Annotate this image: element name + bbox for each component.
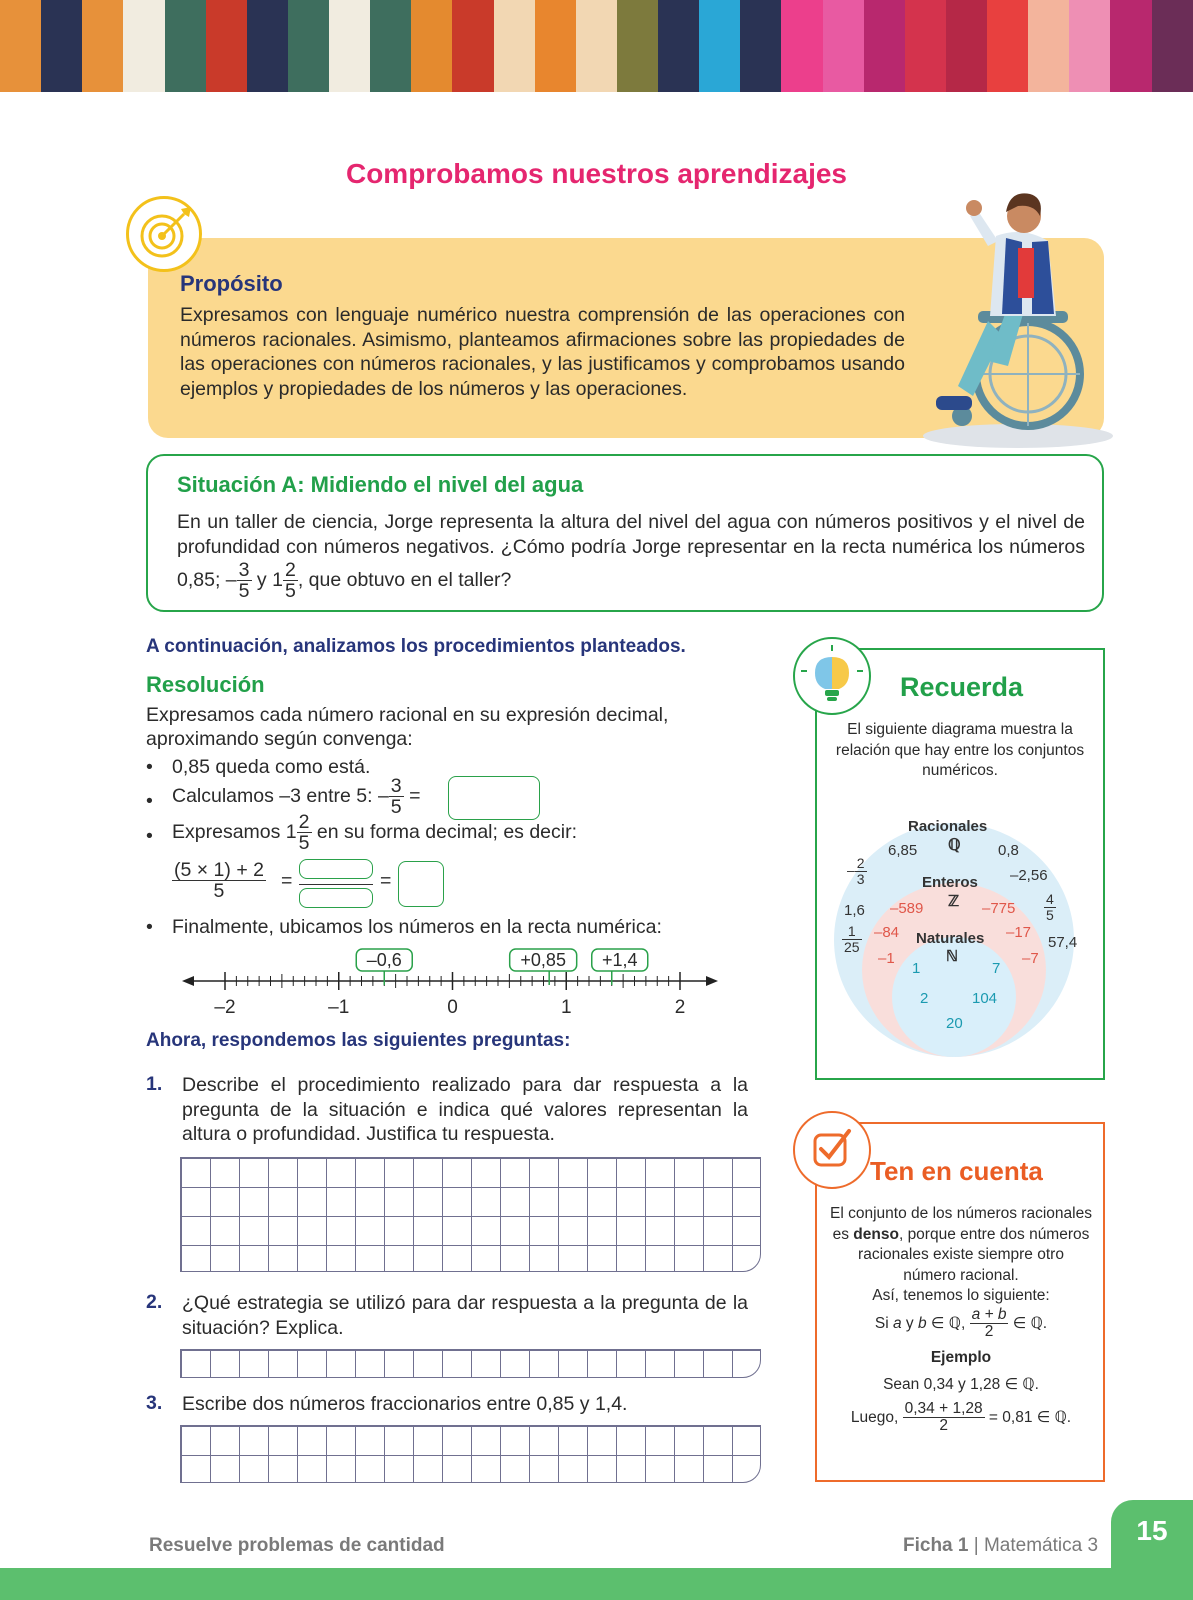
- banner-stripe: [576, 0, 617, 92]
- ten-en-cuenta-heading: Ten en cuenta: [870, 1156, 1043, 1186]
- question-text: Describe el procedimiento realizado para dar respuesta a la pregunta de la situación e indica qué valores representan la altura o profundidad. Justifica tu respuesta.: [182, 1074, 748, 1145]
- banner-stripe: [740, 0, 781, 92]
- text-part: = 0,81 ∈ ℚ.: [984, 1408, 1072, 1426]
- number-line-marker-label: +1,4: [601, 950, 638, 970]
- equals-sign: =: [281, 870, 293, 892]
- banner-stripe: [617, 0, 658, 92]
- text-line: Así, tenemos lo siguiente:: [872, 1287, 1050, 1304]
- numerator: a + b: [971, 1305, 1007, 1323]
- ten-en-cuenta-text: [830, 1204, 1092, 1435]
- banner-stripe: [699, 0, 740, 92]
- answer-box-numerator[interactable]: [299, 859, 373, 879]
- numerator: 4: [1046, 891, 1054, 907]
- mixed-number-calculation: [172, 860, 266, 902]
- number-line-tick-label: 2: [674, 997, 686, 1015]
- denominator: 5: [213, 880, 225, 903]
- banner-stripe: [123, 0, 164, 92]
- minus-sign: –: [225, 569, 237, 592]
- purpose-text: Expresamos con lenguaje numérico nuestra comprensión de las operaciones con números racionales. Asimismo, planteamos afirmaciones sobre las propiedades de las operaciones con números racionales, y las justificamos y comprobamos usando ejemplos y propiedades de los números y las operaciones.: [180, 304, 905, 400]
- recuerda-heading: Recuerda: [900, 672, 1024, 702]
- answer-grid-3[interactable]: [180, 1425, 761, 1483]
- integer-item: –17: [1006, 924, 1032, 941]
- resolution-heading: Resolución: [146, 672, 265, 697]
- banner-stripe: [864, 0, 905, 92]
- footer-sheet-info: [903, 1535, 1098, 1557]
- density-paragraph: [830, 1204, 1092, 1286]
- example-line: [830, 1401, 1092, 1435]
- numerator: 3: [390, 775, 402, 797]
- integer-item: –7: [1022, 950, 1039, 967]
- text-part: y: [901, 1314, 918, 1332]
- text-part: ∈ ℚ.: [1008, 1314, 1048, 1332]
- situation-heading: Situación A: Midiendo el nivel del agua: [177, 472, 584, 497]
- banner-stripe: [946, 0, 987, 92]
- banner-stripe: [411, 0, 452, 92]
- fraction-one-twentyfifth: [842, 924, 862, 954]
- banner-stripe: [535, 0, 576, 92]
- banner-stripe: [329, 0, 370, 92]
- decorative-banner: [0, 0, 1193, 92]
- text-part: , porque entre dos números racionales existe siempre otro número racional.: [858, 1225, 1090, 1284]
- natural-item: 104: [972, 990, 998, 1007]
- text-part: Si: [874, 1314, 893, 1332]
- number-sets-venn-diagram: [834, 812, 1076, 1058]
- banner-stripe: [987, 0, 1028, 92]
- page-title: Comprobamos nuestros aprendizajes: [345, 158, 847, 189]
- banner-stripe: [1028, 0, 1069, 92]
- text-part: El conjunto de los números racionales es: [830, 1205, 1092, 1243]
- banner-stripe: [658, 0, 699, 92]
- banner-stripe: [781, 0, 822, 92]
- checkbox-icon: [793, 1111, 871, 1189]
- minus-sign: –: [847, 861, 855, 878]
- question-number: 3.: [146, 1392, 163, 1414]
- rational-fraction: [847, 856, 867, 886]
- footer-bar: [0, 1568, 1193, 1600]
- numerator: 1: [842, 924, 862, 940]
- set-label-naturales: Naturales: [916, 930, 985, 947]
- arrow-left-icon: [182, 976, 194, 986]
- bullet-dot: •: [146, 756, 153, 778]
- banner-stripe: [452, 0, 493, 92]
- recuerda-text: El siguiente diagrama muestra la relación que hay entre los conjuntos numéricos.: [835, 721, 1085, 779]
- set-symbol-z: ℤ: [948, 893, 960, 910]
- denominator: 5: [1046, 906, 1054, 923]
- number-line: [180, 945, 720, 1015]
- variable-b: b: [918, 1314, 927, 1332]
- banner-stripe: [247, 0, 288, 92]
- bullet-text-part: Calculamos –3 entre 5: –: [172, 785, 389, 808]
- calc-fraction: [172, 860, 266, 902]
- fraction-two-fifths: [283, 560, 298, 602]
- integer-item: –589: [890, 900, 924, 917]
- denominator: 5: [238, 580, 250, 603]
- integer-item: –1: [878, 950, 895, 967]
- number-line-tick-label: –1: [328, 997, 350, 1015]
- banner-stripe: [1069, 0, 1110, 92]
- set-label-enteros: Enteros: [922, 874, 978, 891]
- equals-sign: =: [380, 870, 392, 892]
- banner-stripe: [823, 0, 864, 92]
- integer-item: –84: [874, 924, 900, 941]
- purpose-heading: Propósito: [180, 271, 283, 296]
- rational-item: 0,8: [998, 842, 1019, 859]
- banner-stripe: [1152, 0, 1193, 92]
- question-number: 1.: [146, 1073, 163, 1095]
- question-text: Escribe dos números fraccionarios entre 0,85 y 1,4.: [182, 1393, 628, 1415]
- banner-stripe: [1110, 0, 1151, 92]
- page-number: 15: [1136, 1515, 1168, 1546]
- denominator: 5: [298, 832, 310, 855]
- fraction-two-fifths: [297, 812, 312, 854]
- numerator: 2: [298, 811, 310, 833]
- bullet-dot: •: [146, 790, 153, 812]
- analysis-intro: A continuación, analizamos los procedimientos planteados.: [146, 636, 686, 657]
- brain-lightbulb-icon: [793, 637, 871, 715]
- natural-item: 1: [912, 960, 921, 977]
- natural-item: 7: [992, 960, 1001, 977]
- set-symbol-q: ℚ: [948, 837, 961, 854]
- variable-a: a: [893, 1314, 902, 1332]
- resolution-text: Expresamos cada número racional en su expresión decimal, aproximando según convenga:: [146, 704, 669, 750]
- answer-box-result[interactable]: [398, 861, 444, 907]
- bullet-dot: •: [146, 916, 153, 938]
- rational-fraction: [1044, 892, 1056, 922]
- example-line: Sean 0,34 y 1,28 ∈ ℚ.: [883, 1375, 1039, 1393]
- density-rule: [830, 1307, 1092, 1341]
- situation-text-part: En un taller de ciencia, Jorge representa la altura del nivel del agua con números positivos y el nivel de profundidad con números negativos. ¿Cómo podría Jorge representar en la recta numérica los números 0,85;: [177, 511, 1085, 592]
- number-line-marker-label: –0,6: [366, 950, 402, 970]
- answer-grid-2[interactable]: [180, 1349, 761, 1378]
- number-line-tick-label: 1: [560, 997, 572, 1015]
- fraction-two-thirds: [855, 856, 867, 886]
- bullet-text: [172, 812, 577, 854]
- numerator: 2: [284, 559, 296, 581]
- banner-stripe: [82, 0, 123, 92]
- fraction-a-plus-b-over-2: [970, 1307, 1009, 1341]
- bullet-text: Finalmente, ubicamos los números en la recta numérica:: [172, 916, 662, 938]
- banner-stripe: [494, 0, 535, 92]
- number-line-marker-label: +0,85: [520, 950, 566, 970]
- denominator: 3: [856, 870, 865, 887]
- answer-box-denominator[interactable]: [299, 888, 373, 908]
- banner-stripe: [370, 0, 411, 92]
- set-symbol-n: ℕ: [946, 948, 959, 965]
- banner-stripe: [165, 0, 206, 92]
- numerator: (5 × 1) + 2: [174, 859, 264, 881]
- banner-stripe: [288, 0, 329, 92]
- natural-item: 2: [920, 990, 929, 1007]
- questions-intro: Ahora, respondemos las siguientes preguntas:: [146, 1030, 571, 1051]
- bullet-dot: •: [146, 825, 153, 847]
- footer-competency: Resuelve problemas de cantidad: [149, 1535, 445, 1556]
- answer-grid-1[interactable]: [180, 1157, 761, 1272]
- set-label-racionales: Racionales: [908, 818, 988, 835]
- footer-sheet: Ficha 1: [903, 1535, 969, 1556]
- rational-item: 6,85: [888, 842, 918, 859]
- arrow-right-icon: [706, 976, 718, 986]
- denominator: 2: [939, 1417, 948, 1435]
- number-line-tick-label: 0: [447, 997, 458, 1015]
- denominator: 2: [984, 1322, 994, 1340]
- fraction-bar: [299, 884, 373, 885]
- bullet-text-part: Expresamos 1: [172, 821, 297, 844]
- number-line-tick-label: –2: [214, 997, 236, 1015]
- example-fraction: [903, 1401, 985, 1435]
- banner-stripe: [905, 0, 946, 92]
- natural-item: 20: [946, 1015, 963, 1032]
- numerator: 2: [856, 855, 865, 871]
- banner-stripe: [0, 0, 41, 92]
- situation-text: [177, 510, 1085, 602]
- example-heading: Ejemplo: [930, 1349, 992, 1367]
- situation-text-part: y 1: [251, 569, 283, 592]
- rational-item: 1,6: [844, 902, 865, 919]
- numerator: 0,34 + 1,28: [904, 1400, 983, 1418]
- question-number: 2.: [146, 1291, 163, 1313]
- numerator: 3: [238, 559, 250, 581]
- denominator: 5: [390, 796, 402, 819]
- rational-item: –2,56: [1010, 867, 1048, 884]
- integer-item: –775: [982, 900, 1016, 917]
- equals-sign: =: [409, 785, 421, 808]
- fraction-three-fifths: [237, 560, 252, 602]
- denominator: 25: [844, 938, 860, 955]
- text-part: Luego,: [850, 1408, 903, 1426]
- bullet-text-part: en su forma decimal; es decir:: [311, 821, 578, 844]
- footer-subject: Matemática 3: [983, 1535, 1099, 1556]
- rational-item: 57,4: [1048, 934, 1078, 951]
- banner-stripe: [41, 0, 82, 92]
- text-part: ∈ ℚ,: [926, 1314, 970, 1332]
- question-text: ¿Qué estrategia se utilizó para dar respuesta a la pregunta de la situación? Explica.: [182, 1292, 748, 1339]
- fraction-four-fifths: [1044, 892, 1056, 922]
- student-wheelchair-illustration: [918, 186, 1118, 452]
- target-icon: [126, 196, 202, 272]
- footer-separator: |: [968, 1535, 984, 1556]
- situation-text-part: , que obtuvo en el taller?: [297, 569, 512, 592]
- bold-term: denso: [853, 1225, 899, 1243]
- bullet-text: 0,85 queda como está.: [172, 756, 371, 778]
- denominator: 5: [284, 580, 296, 603]
- banner-stripe: [206, 0, 247, 92]
- rational-fraction: [842, 924, 862, 954]
